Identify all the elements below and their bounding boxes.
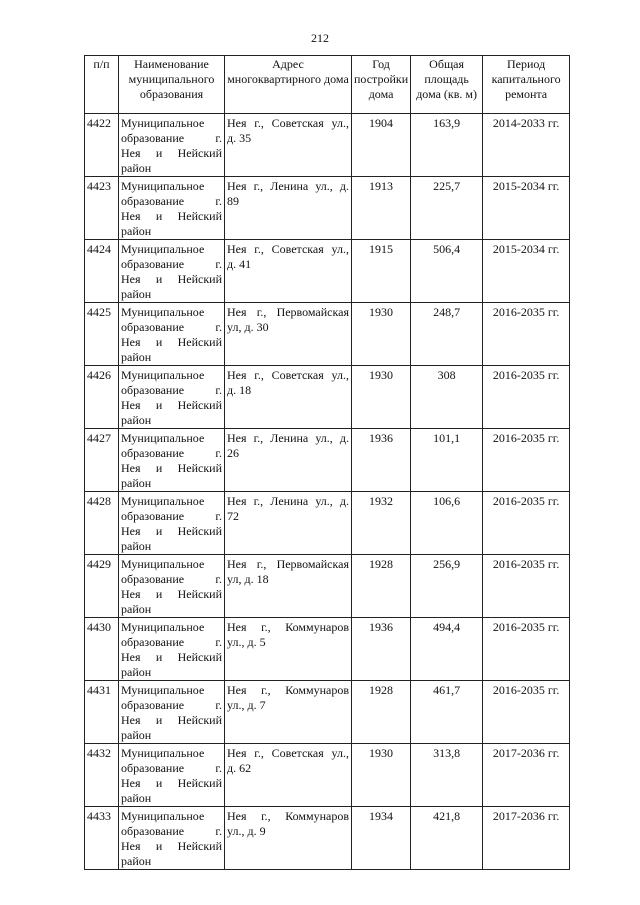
year-built-cell: 1934 — [352, 807, 411, 870]
municipality-line: образование г. — [121, 509, 222, 523]
header-total-area: Общая площадь дома (кв. м) — [411, 56, 483, 114]
address-line: ул, д. 30 — [227, 320, 269, 334]
year-built-cell: 1913 — [352, 177, 411, 240]
header-number: п/п — [85, 56, 119, 114]
address-line: Нея г., Ленина ул., д. — [227, 494, 349, 508]
municipality-line: Нея и Нейский — [121, 650, 222, 664]
header-address: Адрес многоквартирного дома — [225, 56, 352, 114]
address-line: ул, д. 18 — [227, 572, 269, 586]
address-cell — [225, 240, 352, 303]
municipality-line: Нея и Нейский — [121, 461, 222, 475]
municipality-cell — [119, 240, 225, 303]
municipality-line: Нея и Нейский — [121, 272, 222, 286]
address-line: д. 62 — [227, 761, 252, 775]
municipality-line: Нея и Нейский — [121, 524, 222, 538]
repair-period-cell: 2015-2034 гг. — [483, 240, 570, 303]
municipality-line: образование г. — [121, 446, 222, 460]
table-row — [85, 555, 570, 618]
municipality-line: район — [121, 350, 152, 364]
municipality-line: район — [121, 224, 152, 238]
municipality-line: Муниципальное — [121, 242, 205, 256]
repair-period-cell: 2017-2036 гг. — [483, 807, 570, 870]
year-built-cell: 1904 — [352, 114, 411, 177]
total-area-cell: 308 — [411, 366, 483, 429]
row-number: 4430 — [85, 618, 119, 681]
header-repair-period: Период капитального ремонта — [483, 56, 570, 114]
repair-period-cell: 2016-2035 гг. — [483, 555, 570, 618]
municipality-line: район — [121, 791, 152, 805]
municipality-line: район — [121, 287, 152, 301]
address-line: Нея г., Первомайская — [227, 305, 349, 319]
municipality-line: образование г. — [121, 635, 222, 649]
municipality-line: образование г. — [121, 761, 222, 775]
municipality-cell — [119, 429, 225, 492]
row-number: 4426 — [85, 366, 119, 429]
municipality-cell — [119, 303, 225, 366]
repair-period-cell: 2016-2035 гг. — [483, 366, 570, 429]
address-line: Нея г., Советская ул., — [227, 242, 349, 256]
municipality-line: Муниципальное — [121, 431, 205, 445]
address-cell — [225, 177, 352, 240]
address-cell — [225, 492, 352, 555]
municipality-line: образование г. — [121, 194, 222, 208]
year-built-cell: 1936 — [352, 618, 411, 681]
row-number: 4427 — [85, 429, 119, 492]
year-built-cell: 1930 — [352, 303, 411, 366]
header-municipality: Наименование муниципального образования — [119, 56, 225, 114]
municipality-line: Муниципальное — [121, 683, 205, 697]
header-year-built: Год постройки дома — [352, 56, 411, 114]
address-cell — [225, 555, 352, 618]
address-cell — [225, 744, 352, 807]
address-line: Нея г., Первомайская — [227, 557, 349, 571]
municipality-line: образование г. — [121, 131, 222, 145]
municipality-line: Нея и Нейский — [121, 209, 222, 223]
address-line: д. 41 — [227, 257, 252, 271]
address-line: д. 35 — [227, 131, 252, 145]
municipality-line: Муниципальное — [121, 620, 205, 634]
table-row — [85, 177, 570, 240]
table-row — [85, 366, 570, 429]
row-number: 4425 — [85, 303, 119, 366]
repair-period-cell: 2016-2035 гг. — [483, 303, 570, 366]
table-row — [85, 807, 570, 870]
municipality-cell — [119, 492, 225, 555]
municipality-line: образование г. — [121, 257, 222, 271]
row-number: 4428 — [85, 492, 119, 555]
total-area-cell: 101,1 — [411, 429, 483, 492]
table-row — [85, 744, 570, 807]
municipality-line: Муниципальное — [121, 557, 205, 571]
municipality-line: район — [121, 413, 152, 427]
address-line: Нея г., Коммунаров — [227, 683, 349, 697]
municipality-line: Муниципальное — [121, 116, 205, 130]
table-row — [85, 303, 570, 366]
address-line: д. 18 — [227, 383, 252, 397]
municipality-line: Нея и Нейский — [121, 146, 222, 160]
municipality-line: район — [121, 539, 152, 553]
year-built-cell: 1936 — [352, 429, 411, 492]
municipality-line: Нея и Нейский — [121, 398, 222, 412]
municipality-line: район — [121, 854, 152, 868]
address-cell — [225, 366, 352, 429]
address-line: 72 — [227, 509, 239, 523]
municipality-line: образование г. — [121, 824, 222, 838]
row-number: 4422 — [85, 114, 119, 177]
repair-period-cell: 2016-2035 гг. — [483, 429, 570, 492]
repair-period-cell: 2017-2036 гг. — [483, 744, 570, 807]
municipality-line: район — [121, 476, 152, 490]
municipality-line: Нея и Нейский — [121, 713, 222, 727]
repair-period-cell: 2016-2035 гг. — [483, 618, 570, 681]
address-cell — [225, 303, 352, 366]
total-area-cell: 256,9 — [411, 555, 483, 618]
municipality-line: Муниципальное — [121, 494, 205, 508]
address-line: Нея г., Ленина ул., д. — [227, 431, 349, 445]
total-area-cell: 506,4 — [411, 240, 483, 303]
repair-period-cell: 2015-2034 гг. — [483, 177, 570, 240]
year-built-cell: 1930 — [352, 744, 411, 807]
repair-period-cell: 2014-2033 гг. — [483, 114, 570, 177]
address-line: ул., д. 9 — [227, 824, 266, 838]
table-row — [85, 429, 570, 492]
address-line: ул., д. 5 — [227, 635, 266, 649]
year-built-cell: 1915 — [352, 240, 411, 303]
address-line: Нея г., Советская ул., — [227, 746, 349, 760]
table-row — [85, 681, 570, 744]
address-line: 89 — [227, 194, 239, 208]
row-number: 4431 — [85, 681, 119, 744]
address-line: 26 — [227, 446, 239, 460]
address-cell — [225, 618, 352, 681]
total-area-cell: 248,7 — [411, 303, 483, 366]
total-area-cell: 421,8 — [411, 807, 483, 870]
table-header-row — [85, 56, 570, 114]
municipality-line: район — [121, 728, 152, 742]
total-area-cell: 461,7 — [411, 681, 483, 744]
municipality-line: Нея и Нейский — [121, 335, 222, 349]
year-built-cell: 1932 — [352, 492, 411, 555]
table-row — [85, 114, 570, 177]
municipality-cell — [119, 114, 225, 177]
address-line: Нея г., Ленина ул., д. — [227, 179, 349, 193]
municipality-line: Нея и Нейский — [121, 776, 222, 790]
municipality-cell — [119, 618, 225, 681]
municipality-line: Нея и Нейский — [121, 587, 222, 601]
municipality-line: район — [121, 161, 152, 175]
row-number: 4429 — [85, 555, 119, 618]
total-area-cell: 106,6 — [411, 492, 483, 555]
address-line: ул., д. 7 — [227, 698, 266, 712]
address-cell — [225, 681, 352, 744]
table-row — [85, 492, 570, 555]
address-line: Нея г., Коммунаров — [227, 809, 349, 823]
municipality-line: образование г. — [121, 572, 222, 586]
municipality-line: образование г. — [121, 383, 222, 397]
total-area-cell: 225,7 — [411, 177, 483, 240]
total-area-cell: 163,9 — [411, 114, 483, 177]
address-cell — [225, 807, 352, 870]
municipality-line: Муниципальное — [121, 305, 205, 319]
table-row — [85, 618, 570, 681]
municipality-cell — [119, 366, 225, 429]
municipality-line: Муниципальное — [121, 179, 205, 193]
address-line: Нея г., Советская ул., — [227, 116, 349, 130]
row-number: 4424 — [85, 240, 119, 303]
municipality-cell — [119, 681, 225, 744]
municipality-line: район — [121, 602, 152, 616]
year-built-cell: 1928 — [352, 555, 411, 618]
address-line: Нея г., Советская ул., — [227, 368, 349, 382]
municipality-line: район — [121, 665, 152, 679]
municipality-line: Муниципальное — [121, 809, 205, 823]
municipality-line: Муниципальное — [121, 746, 205, 760]
housing-registry-table — [84, 55, 570, 870]
row-number: 4433 — [85, 807, 119, 870]
address-cell — [225, 429, 352, 492]
municipality-cell — [119, 177, 225, 240]
municipality-cell — [119, 807, 225, 870]
municipality-line: Муниципальное — [121, 368, 205, 382]
municipality-line: Нея и Нейский — [121, 839, 222, 853]
page-number: 212 — [311, 31, 329, 45]
municipality-cell — [119, 744, 225, 807]
row-number: 4423 — [85, 177, 119, 240]
address-line: Нея г., Коммунаров — [227, 620, 349, 634]
total-area-cell: 313,8 — [411, 744, 483, 807]
year-built-cell: 1928 — [352, 681, 411, 744]
total-area-cell: 494,4 — [411, 618, 483, 681]
repair-period-cell: 2016-2035 гг. — [483, 681, 570, 744]
row-number: 4432 — [85, 744, 119, 807]
address-cell — [225, 114, 352, 177]
municipality-line: образование г. — [121, 320, 222, 334]
table-row — [85, 240, 570, 303]
municipality-cell — [119, 555, 225, 618]
municipality-line: образование г. — [121, 698, 222, 712]
repair-period-cell: 2016-2035 гг. — [483, 492, 570, 555]
year-built-cell: 1930 — [352, 366, 411, 429]
